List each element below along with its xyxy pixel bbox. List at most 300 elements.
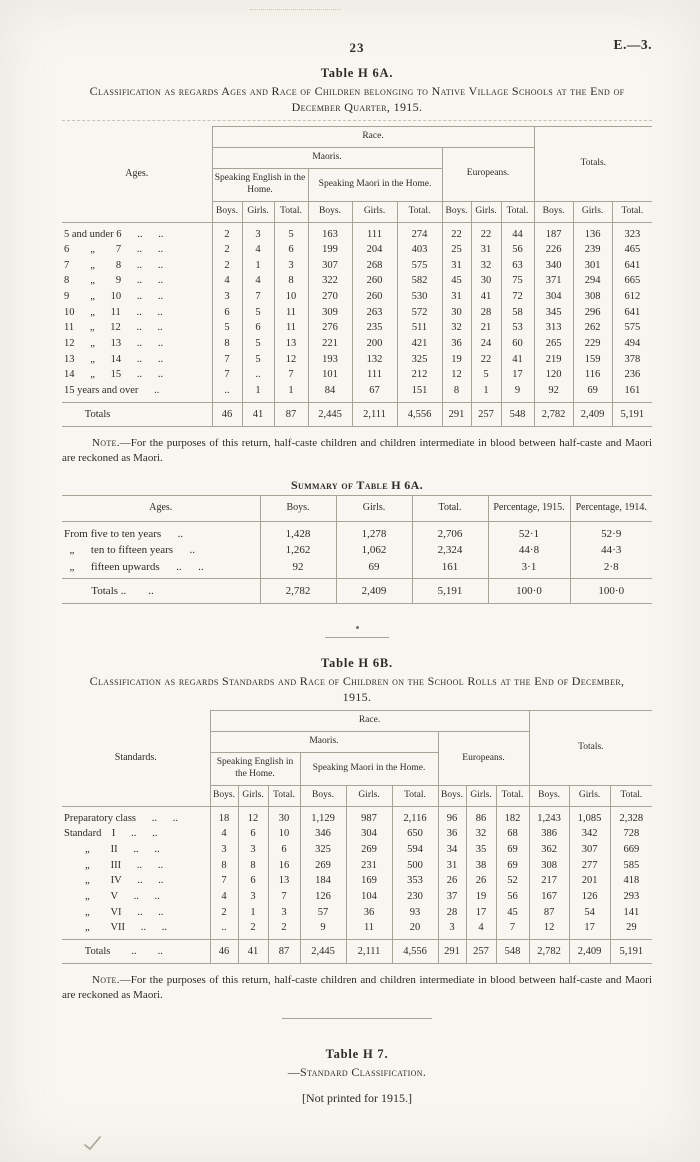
value-cell: 585: [610, 858, 652, 874]
value-cell: 31: [442, 289, 471, 305]
value-cell: 1,129: [300, 806, 346, 826]
value-cell: 5: [471, 367, 501, 383]
table-h6a-caption: Classification as regards Ages and Race of Children belonging to Native Village Schools at the End of December Quarter, 1915.: [89, 84, 625, 114]
value-cell: 12: [274, 352, 308, 368]
col-header-ages: Ages.: [62, 127, 212, 222]
value-cell: 161: [412, 559, 488, 579]
value-cell: 2,782: [260, 578, 336, 603]
table-row: [62, 352, 652, 368]
row-label-cell: 9 „ 10 .. ..: [64, 291, 164, 303]
col-header-percentage-1914: Percentage, 1914.: [570, 496, 652, 522]
value-cell: 3: [438, 920, 466, 939]
table-row: [62, 222, 652, 242]
value-cell: 11: [274, 305, 308, 321]
value-cell: 7: [210, 873, 238, 889]
page-header: [62, 37, 652, 60]
value-cell: 26: [466, 873, 496, 889]
value-cell: 41: [238, 939, 268, 964]
col-header-total: Total.: [496, 785, 529, 806]
value-cell: 17: [466, 905, 496, 921]
value-cell: 265: [534, 336, 573, 352]
value-cell: 199: [308, 242, 352, 258]
value-cell: 548: [501, 402, 534, 427]
col-header-total: Total.: [612, 201, 652, 222]
value-cell: 69: [336, 559, 412, 579]
page-number: 23: [349, 40, 365, 55]
col-header-boys: Boys.: [442, 201, 471, 222]
value-cell: 72: [501, 289, 534, 305]
col-header-boys: Boys.: [260, 496, 336, 522]
value-cell: 93: [392, 905, 438, 921]
value-cell: 163: [308, 222, 352, 242]
table-row: [62, 842, 652, 858]
row-label-cell: „ IV .. ..: [64, 875, 164, 887]
value-cell: 184: [300, 873, 346, 889]
value-cell: 2: [210, 905, 238, 921]
value-cell: 229: [573, 336, 612, 352]
value-cell: 41: [471, 289, 501, 305]
table-row: [62, 383, 652, 402]
value-cell: 307: [569, 842, 610, 858]
section-divider-rule: [325, 637, 389, 638]
value-cell: 69: [496, 858, 529, 874]
value-cell: 2,116: [392, 806, 438, 826]
value-cell: 5: [242, 352, 274, 368]
value-cell: 378: [612, 352, 652, 368]
table-row: [62, 273, 652, 289]
value-cell: 6: [238, 873, 268, 889]
value-cell: 307: [308, 258, 352, 274]
value-cell: 3·1: [488, 559, 570, 579]
value-cell: 2: [238, 920, 268, 939]
value-cell: 291: [438, 939, 466, 964]
value-cell: 36: [346, 905, 392, 921]
col-header-total: Total.: [268, 785, 300, 806]
value-cell: 403: [397, 242, 442, 258]
value-cell: 2: [268, 920, 300, 939]
value-cell: 187: [534, 222, 573, 242]
value-cell: 641: [612, 305, 652, 321]
value-cell: 572: [397, 305, 442, 321]
value-cell: 4: [242, 242, 274, 258]
col-header-speaking-maori: Speaking Maori in the Home.: [308, 168, 442, 201]
pencil-tick-mark: [84, 1136, 102, 1156]
table-row: [62, 858, 652, 874]
value-cell: 69: [496, 842, 529, 858]
row-label-cell: 7 „ 8 .. ..: [64, 259, 164, 271]
table-h7-section: [62, 1047, 652, 1106]
value-cell: 665: [612, 273, 652, 289]
col-header-girls: Girls.: [352, 201, 397, 222]
note-label: Note.: [92, 974, 120, 987]
scan-artifact-dots: [250, 9, 340, 10]
table-row: [62, 873, 652, 889]
value-cell: 728: [610, 826, 652, 842]
table-row: [62, 336, 652, 352]
value-cell: 7: [212, 367, 242, 383]
value-cell: 7: [212, 352, 242, 368]
value-cell: 594: [392, 842, 438, 858]
row-label-cell: 11 „ 12 .. ..: [64, 322, 163, 334]
value-cell: 5,191: [412, 578, 488, 603]
value-cell: 236: [612, 367, 652, 383]
value-cell: 7: [496, 920, 529, 939]
value-cell: 36: [438, 826, 466, 842]
value-cell: 29: [610, 920, 652, 939]
value-cell: 5: [242, 336, 274, 352]
value-cell: 22: [442, 222, 471, 242]
value-cell: 304: [534, 289, 573, 305]
value-cell: 987: [346, 806, 392, 826]
col-header-girls: Girls.: [346, 785, 392, 806]
value-cell: 274: [397, 222, 442, 242]
table-row: [62, 258, 652, 274]
value-cell: 7: [268, 889, 300, 905]
value-cell: 38: [466, 858, 496, 874]
value-cell: 44·3: [570, 542, 652, 558]
value-cell: 1,062: [336, 542, 412, 558]
value-cell: 100·0: [488, 578, 570, 603]
value-cell: 11: [346, 920, 392, 939]
value-cell: 308: [573, 289, 612, 305]
value-cell: 418: [610, 873, 652, 889]
value-cell: 41: [501, 352, 534, 368]
table-h6b: [62, 710, 652, 964]
col-header-speaking-maori: Speaking Maori in the Home.: [300, 753, 438, 786]
value-cell: 31: [471, 242, 501, 258]
value-cell: 56: [496, 889, 529, 905]
table-h6a-title: Table H 6A.: [320, 66, 394, 80]
value-cell: 235: [352, 320, 397, 336]
col-header-race: Race.: [210, 711, 529, 732]
col-header-girls: Girls.: [573, 201, 612, 222]
value-cell: 28: [438, 905, 466, 921]
value-cell: 87: [274, 402, 308, 427]
value-cell: 2,111: [346, 939, 392, 964]
value-cell: 2·8: [570, 559, 652, 579]
table-h6b-body: [62, 806, 652, 964]
value-cell: 20: [392, 920, 438, 939]
value-cell: 136: [573, 222, 612, 242]
row-label-cell: „ II .. ..: [64, 843, 160, 855]
col-header-boys: Boys.: [210, 785, 238, 806]
value-cell: 36: [442, 336, 471, 352]
value-cell: 3: [268, 905, 300, 921]
row-label-cell: „ V .. ..: [64, 890, 160, 902]
value-cell: 75: [501, 273, 534, 289]
value-cell: 582: [397, 273, 442, 289]
value-cell: 386: [529, 826, 569, 842]
col-header-totals: Totals.: [534, 127, 652, 202]
value-cell: 6: [242, 320, 274, 336]
table-row: [62, 542, 652, 558]
value-cell: 22: [471, 222, 501, 242]
value-cell: 3: [210, 842, 238, 858]
table-row: [62, 806, 652, 826]
col-header-girls: Girls.: [336, 496, 412, 522]
table-row: [62, 289, 652, 305]
value-cell: 46: [210, 939, 238, 964]
value-cell: 11: [274, 320, 308, 336]
totals-row: [62, 578, 652, 603]
value-cell: 5,191: [610, 939, 652, 964]
table-row: [62, 826, 652, 842]
col-header-speaking-english: Speaking English in the Home.: [210, 753, 300, 786]
value-cell: 230: [392, 889, 438, 905]
value-cell: 313: [534, 320, 573, 336]
value-cell: 12: [238, 806, 268, 826]
col-header-total: Total.: [274, 201, 308, 222]
value-cell: 120: [534, 367, 573, 383]
value-cell: 45: [442, 273, 471, 289]
value-cell: 260: [352, 289, 397, 305]
value-cell: 1: [242, 383, 274, 402]
value-cell: 10: [268, 826, 300, 842]
value-cell: 46: [212, 402, 242, 427]
value-cell: 54: [569, 905, 610, 921]
value-cell: 2,324: [412, 542, 488, 558]
value-cell: 2,706: [412, 521, 488, 542]
value-cell: 52: [496, 873, 529, 889]
value-cell: 86: [466, 806, 496, 826]
value-cell: 18: [210, 806, 238, 826]
value-cell: 10: [274, 289, 308, 305]
col-header-total: Total.: [610, 785, 652, 806]
value-cell: 45: [496, 905, 529, 921]
value-cell: 342: [569, 826, 610, 842]
row-label-cell: 5 and under 6 .. ..: [64, 228, 164, 240]
value-cell: 500: [392, 858, 438, 874]
value-cell: 3: [242, 222, 274, 242]
value-cell: 69: [573, 383, 612, 402]
scan-artifact-dot: [356, 626, 359, 629]
value-cell: 1: [471, 383, 501, 402]
value-cell: 239: [573, 242, 612, 258]
col-header-total: Total.: [501, 201, 534, 222]
value-cell: 25: [442, 242, 471, 258]
col-header-girls: Girls.: [238, 785, 268, 806]
value-cell: 494: [612, 336, 652, 352]
table-row: [62, 920, 652, 939]
value-cell: 4: [466, 920, 496, 939]
value-cell: 2: [212, 242, 242, 258]
value-cell: 296: [573, 305, 612, 321]
value-cell: 2,111: [352, 402, 397, 427]
row-label-cell: Totals .. ..: [62, 939, 210, 964]
value-cell: 19: [442, 352, 471, 368]
value-cell: 52·1: [488, 521, 570, 542]
row-label-cell: 10 „ 11 .. ..: [64, 306, 163, 318]
value-cell: 2: [212, 258, 242, 274]
value-cell: 3: [274, 258, 308, 274]
value-cell: 96: [438, 806, 466, 826]
col-header-total: Total.: [397, 201, 442, 222]
row-label-cell: Totals .. ..: [62, 578, 260, 603]
value-cell: 32: [466, 826, 496, 842]
value-cell: 7: [274, 367, 308, 383]
table-h6a-note: [62, 436, 652, 465]
row-label-cell: Totals: [62, 402, 212, 427]
table-h6b-caption: Classification as regards Standards and Race of Children on the School Rolls at the End of December, 1915.: [89, 674, 625, 704]
value-cell: 340: [534, 258, 573, 274]
row-label-cell: „ III .. ..: [64, 859, 164, 871]
value-cell: 111: [352, 367, 397, 383]
table-row: [62, 367, 652, 383]
value-cell: 3: [238, 842, 268, 858]
summary-heading: Summary of Table H 6A.: [291, 477, 423, 492]
value-cell: 641: [612, 258, 652, 274]
value-cell: 30: [471, 273, 501, 289]
value-cell: 92: [534, 383, 573, 402]
value-cell: 35: [466, 842, 496, 858]
col-header-maoris: Maoris.: [212, 148, 442, 169]
value-cell: 13: [268, 873, 300, 889]
value-cell: 4: [242, 273, 274, 289]
value-cell: 22: [471, 352, 501, 368]
col-header-boys: Boys.: [308, 201, 352, 222]
value-cell: 421: [397, 336, 442, 352]
row-label-cell: „ VI .. ..: [64, 906, 164, 918]
value-cell: 301: [573, 258, 612, 274]
totals-row: [62, 939, 652, 964]
row-label-cell: 6 „ 7 .. ..: [64, 244, 164, 256]
value-cell: 2: [212, 222, 242, 242]
value-cell: 268: [352, 258, 397, 274]
summary-table-body: [62, 521, 652, 603]
value-cell: 5: [274, 222, 308, 242]
value-cell: 322: [308, 273, 352, 289]
value-cell: 575: [397, 258, 442, 274]
value-cell: 2,782: [529, 939, 569, 964]
table-h7-subtitle: —Standard Classification.: [287, 1065, 427, 1080]
value-cell: 4: [210, 826, 238, 842]
value-cell: 257: [471, 402, 501, 427]
table-row: [62, 242, 652, 258]
table-h7-title: Table H 7.: [325, 1047, 389, 1062]
value-cell: 204: [352, 242, 397, 258]
value-cell: 151: [397, 383, 442, 402]
value-cell: 30: [442, 305, 471, 321]
summary-table: [62, 495, 652, 604]
totals-row: [62, 402, 652, 427]
value-cell: 345: [534, 305, 573, 321]
value-cell: 116: [573, 367, 612, 383]
value-cell: 101: [308, 367, 352, 383]
value-cell: 669: [610, 842, 652, 858]
value-cell: 34: [438, 842, 466, 858]
value-cell: 19: [466, 889, 496, 905]
row-label-cell: 13 „ 14 .. ..: [64, 353, 164, 365]
value-cell: 511: [397, 320, 442, 336]
row-label-cell: 15 years and over ..: [64, 384, 160, 396]
value-cell: 346: [300, 826, 346, 842]
row-label-cell: Standard I .. ..: [64, 828, 158, 840]
col-header-europeans: Europeans.: [442, 148, 534, 202]
value-cell: 4: [212, 273, 242, 289]
value-cell: 32: [442, 320, 471, 336]
value-cell: 6: [238, 826, 268, 842]
value-cell: 277: [569, 858, 610, 874]
value-cell: 16: [268, 858, 300, 874]
section-divider-rule: [282, 1018, 432, 1019]
value-cell: 1,243: [529, 806, 569, 826]
value-cell: 8: [210, 858, 238, 874]
value-cell: 141: [610, 905, 652, 921]
value-cell: 231: [346, 858, 392, 874]
table-row: [62, 889, 652, 905]
value-cell: 1: [242, 258, 274, 274]
value-cell: 309: [308, 305, 352, 321]
col-header-girls: Girls.: [242, 201, 274, 222]
summary-table-header: [62, 496, 652, 522]
value-cell: 126: [569, 889, 610, 905]
value-cell: 24: [471, 336, 501, 352]
value-cell: 37: [438, 889, 466, 905]
note-label: Note.: [92, 437, 120, 450]
row-label-cell: „ ten to fifteen years ..: [64, 544, 196, 557]
value-cell: 575: [612, 320, 652, 336]
edition-label: E.—3.: [613, 37, 652, 52]
value-cell: 1,085: [569, 806, 610, 826]
col-header-race: Race.: [212, 127, 534, 148]
value-cell: 182: [496, 806, 529, 826]
col-header-totals: Totals.: [529, 711, 652, 786]
section-rule: [62, 120, 652, 121]
value-cell: 60: [501, 336, 534, 352]
value-cell: 263: [352, 305, 397, 321]
row-label-cell: „ VII .. ..: [64, 922, 168, 934]
table-row: [62, 320, 652, 336]
col-header-girls: Girls.: [466, 785, 496, 806]
value-cell: ..: [212, 383, 242, 402]
value-cell: 111: [352, 222, 397, 242]
value-cell: 67: [352, 383, 397, 402]
value-cell: 44: [501, 222, 534, 242]
value-cell: 53: [501, 320, 534, 336]
value-cell: 3: [238, 889, 268, 905]
col-header-maoris: Maoris.: [210, 732, 438, 753]
value-cell: 31: [442, 258, 471, 274]
value-cell: 612: [612, 289, 652, 305]
row-label-cell: 8 „ 9 .. ..: [64, 275, 164, 287]
value-cell: 650: [392, 826, 438, 842]
value-cell: 12: [529, 920, 569, 939]
value-cell: 92: [260, 559, 336, 579]
value-cell: ..: [210, 920, 238, 939]
value-cell: 294: [573, 273, 612, 289]
value-cell: 2,409: [573, 402, 612, 427]
value-cell: 293: [610, 889, 652, 905]
value-cell: 5,191: [612, 402, 652, 427]
note-text: —For the purposes of this return, half-caste children and children intermediate in blood between half-caste and Maori are reckoned as Maori.: [62, 974, 652, 1001]
value-cell: 353: [392, 873, 438, 889]
value-cell: 68: [496, 826, 529, 842]
value-cell: 291: [442, 402, 471, 427]
value-cell: 2,445: [300, 939, 346, 964]
value-cell: 87: [268, 939, 300, 964]
value-cell: 362: [529, 842, 569, 858]
value-cell: 57: [300, 905, 346, 921]
col-header-boys: Boys.: [212, 201, 242, 222]
value-cell: 2,409: [336, 578, 412, 603]
row-label-cell: 12 „ 13 .. ..: [64, 338, 164, 350]
value-cell: 2,445: [308, 402, 352, 427]
value-cell: 8: [442, 383, 471, 402]
value-cell: 5: [212, 320, 242, 336]
value-cell: 104: [346, 889, 392, 905]
value-cell: 219: [534, 352, 573, 368]
value-cell: 9: [300, 920, 346, 939]
